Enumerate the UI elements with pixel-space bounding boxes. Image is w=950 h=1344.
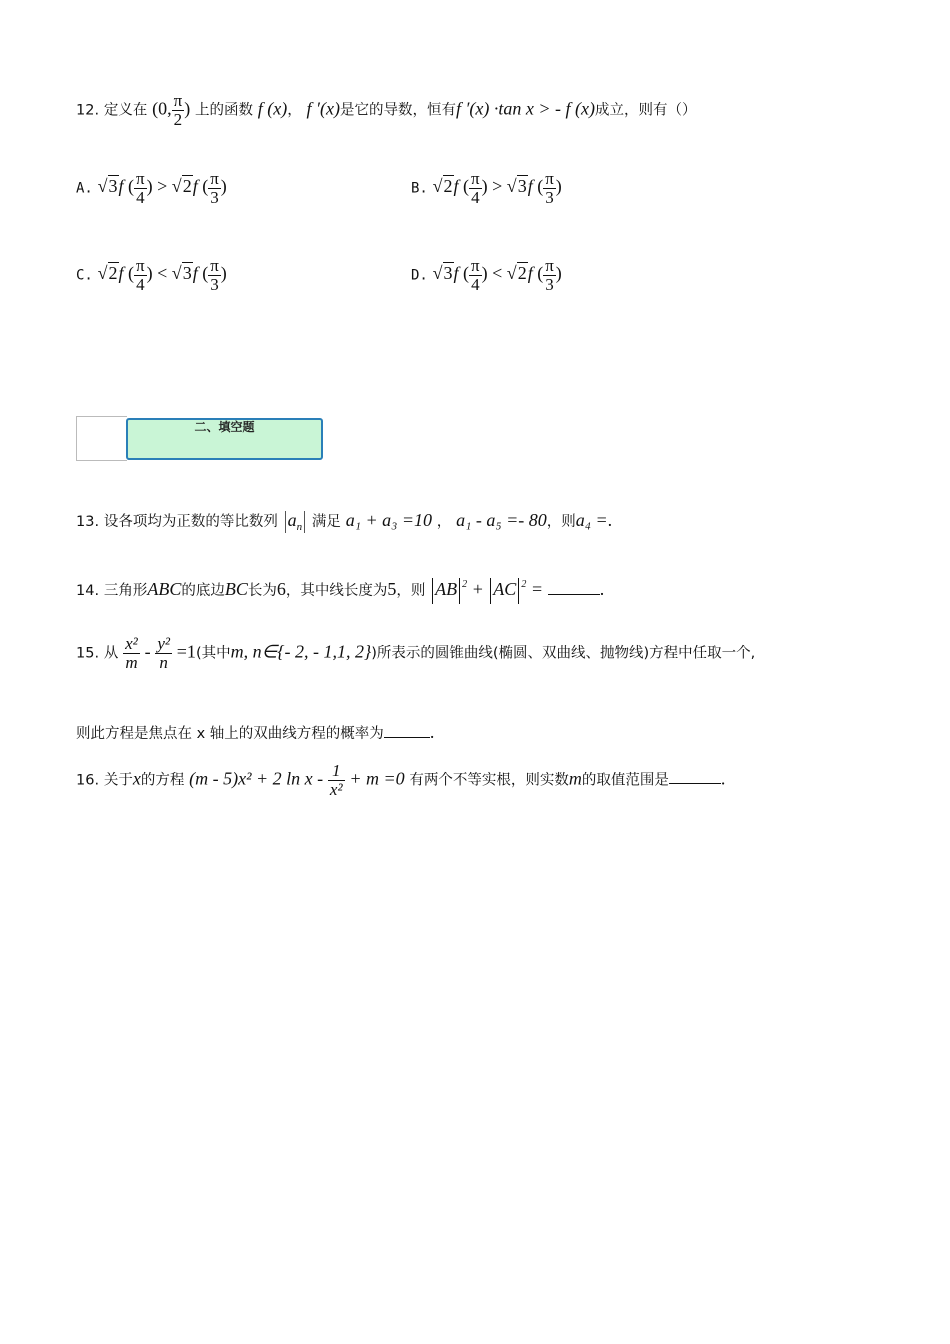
q12-text-3: 是它的导数，恒有 — [339, 102, 456, 119]
question-13: 13. 设各项均为正数的等比数列 $a_n$ 满足 a₁ + a₃ =10 ， a₁ - a₅ =- 80，则a₄ =. — [76, 510, 613, 533]
q13-equation-2: a₁ - a₅ =- 80 — [456, 510, 547, 530]
q16-text-2: 的方程 — [140, 772, 185, 789]
q14-text-2: 的底边 — [181, 583, 225, 600]
q15-equals: =1 — [176, 641, 196, 662]
q16-number: 16. — [76, 772, 100, 789]
q14-expression: AB $^2$ + AC $^2$ = — [430, 579, 543, 599]
q15-answer-blank[interactable] — [384, 725, 430, 738]
q12-comma: ， — [287, 102, 302, 119]
question-15-line-2 — [76, 722, 434, 743]
q12-interval-fraction: $\frac{\pi}{2}$ — [173, 91, 183, 129]
q15-minus: - — [144, 641, 151, 662]
q14-length: 6 — [276, 579, 286, 600]
q14-text-3: 长为 — [247, 583, 277, 600]
q15-text-2: (其中 — [195, 645, 231, 662]
q12-interval-right: ) — [184, 98, 191, 119]
q13-text-3: ，则 — [546, 514, 576, 530]
option-expression: √2f ( $\frac{\pi}{4}$ ) > √3f ( $\frac{\pi}{3}$ ) — [432, 169, 562, 207]
q16-fraction: $\frac{1}{\text{x²}}$ — [329, 761, 343, 799]
q16-text-4: 的取值范围是 — [581, 772, 669, 789]
q13-sequence: $a_n$ — [283, 510, 308, 530]
q14-text-1: 三角形 — [103, 583, 148, 600]
q14-answer-blank[interactable] — [548, 582, 600, 595]
q14-text-5: ，则 — [396, 583, 426, 600]
option-expression: √2f ( $\frac{\pi}{4}$ ) < √3f ( $\frac{\pi}{3}$ ) — [97, 256, 227, 294]
option-d[interactable] — [411, 257, 562, 294]
option-c[interactable] — [76, 257, 227, 294]
q13-ask: a₄ = — [575, 510, 608, 530]
q14-median: 5 — [387, 579, 397, 600]
option-b[interactable] — [411, 170, 562, 207]
q16-text-1: 关于 — [103, 772, 133, 789]
q13-equation-1: a₁ + a₃ =10 — [345, 510, 432, 530]
option-expression: √3f ( $\frac{\pi}{4}$ ) < √2f ( $\frac{\pi}{3}$ ) — [432, 256, 562, 294]
q15-end: . — [429, 722, 435, 742]
question-14 — [76, 578, 604, 604]
section-title: 二、填空题 — [194, 420, 255, 434]
q15-y-fraction: $\frac{\text{y²}}{n}$ — [157, 634, 170, 672]
q16-variable-x: x — [132, 768, 141, 789]
q15-text-3: )所表示的圆锥曲线(椭圆、双曲线、抛物线)方程中任取一个, — [371, 645, 756, 662]
q15-number: 15. — [76, 645, 100, 662]
q15-x-fraction: $\frac{\text{x²}}{m}$ — [125, 634, 138, 672]
option-label: C. — [76, 267, 93, 284]
q13-number: 13. — [76, 514, 100, 530]
q16-answer-blank[interactable] — [669, 771, 721, 784]
section-marker-box — [76, 416, 127, 461]
q12-number: 12. — [76, 102, 100, 119]
option-label: A. — [76, 180, 93, 197]
question-12 — [76, 92, 697, 129]
q14-triangle: ABC — [147, 579, 182, 600]
question-15 — [76, 635, 755, 672]
q12-fx: f (x) — [257, 98, 288, 119]
option-label: B. — [411, 180, 428, 197]
q14-end: . — [599, 579, 605, 600]
q13-text-2: 满足 — [311, 514, 341, 530]
q13-text-1: 设各项均为正数的等比数列 — [103, 514, 278, 530]
q16-equation-b: + m =0 — [349, 768, 405, 789]
q14-text-4: ，其中线长度为 — [285, 583, 388, 600]
q15-line-2-text: 则此方程是焦点在 x 轴上的双曲线方程的概率为 — [76, 726, 384, 742]
q16-text-3: 有两个不等实根，则实数 — [409, 772, 569, 789]
q15-text-1: 从 — [103, 645, 119, 662]
q12-derivative: f ′(x) — [306, 98, 340, 119]
q14-base: BC — [224, 579, 248, 600]
q12-text-1: 定义在 — [103, 102, 148, 119]
q16-equation-a: (m - 5)x² + 2 ln x - — [189, 768, 324, 789]
option-a[interactable] — [76, 170, 227, 207]
q12-text-2: 上的函数 — [195, 102, 253, 119]
option-expression: √3f ( $\frac{\pi}{4}$ ) > √2f ( $\frac{\pi}{3}$ ) — [97, 169, 227, 207]
q16-end: . — [720, 768, 726, 789]
q12-condition: f ′(x) ·tan x > - f (x) — [455, 98, 595, 119]
q13-end: . — [607, 510, 613, 530]
q14-number: 14. — [76, 583, 100, 600]
option-label: D. — [411, 267, 428, 284]
q12-text-4: 成立，则有（） — [595, 102, 697, 119]
q16-variable-m: m — [568, 768, 582, 789]
q12-interval-left: (0, — [152, 98, 172, 119]
question-16 — [76, 762, 725, 799]
q15-condition: m, n∈{- 2, - 1,1, 2} — [230, 641, 372, 662]
section-header — [126, 418, 323, 460]
